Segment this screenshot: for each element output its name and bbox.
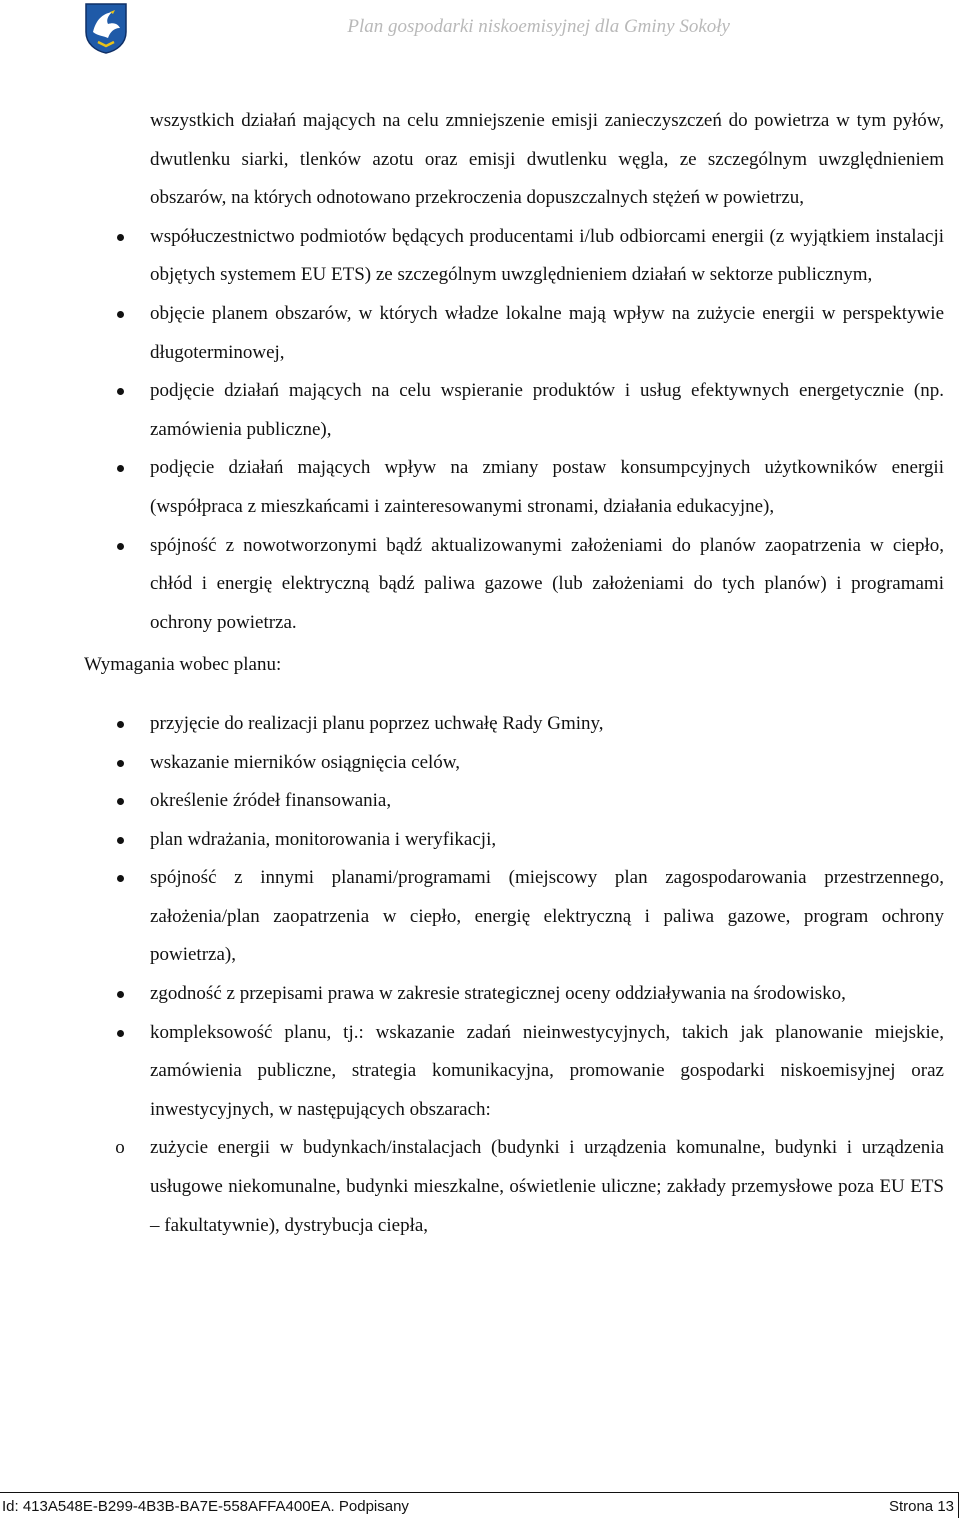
list-item-text: podjęcie działań mających na celu wspieranie produktów i usług efektywnych energetycznie (np. zamówienia publiczne), (150, 380, 944, 440)
bullet-dot-icon (114, 859, 126, 898)
list-item-text: spójność z innymi planami/programami (miejscowy plan zagospodarowania przestrzennego, założenia/plan zaopatrzenia w ciepło, energię elektryczną i paliwa gazowe, program ochrony powietrza), (150, 867, 944, 966)
list-item-text: przyjęcie do realizacji planu poprzez uchwałę Rady Gminy, (150, 712, 604, 734)
list-item-text: podjęcie działań mających wpływ na zmiany postaw konsumpcyjnych użytkowników energii (współpraca z mieszkańcami i zainteresowanymi stronami, działania edukacyjne), (150, 457, 944, 517)
objectives-list (84, 218, 944, 643)
page-number: Strona 13 (888, 1498, 954, 1515)
bullet-dot-icon (114, 372, 126, 411)
bullet-dot-icon (114, 782, 126, 821)
list-item-text: plan wdrażania, monitorowania i weryfikacji, (150, 828, 497, 850)
bullet-dot-icon (114, 1014, 126, 1053)
requirements-heading: Wymagania wobec planu: (84, 654, 282, 676)
coat-of-arms-logo (84, 2, 128, 54)
list-item-text: wskazanie mierników osiągnięcia celów, (150, 751, 461, 773)
list-item (84, 1014, 944, 1130)
list-item (84, 705, 944, 744)
footer-border (958, 1492, 959, 1518)
sub-list-item (84, 1129, 944, 1245)
coat-of-arms-bird-icon (84, 2, 128, 54)
list-item (84, 449, 944, 526)
list-item (84, 372, 944, 449)
sub-bullet-marker: o (115, 1137, 125, 1159)
list-item (84, 295, 944, 372)
requirements-list (84, 705, 944, 1245)
bullet-dot-icon (114, 218, 126, 257)
list-item (84, 744, 944, 783)
list-item-text: określenie źródeł finansowania, (150, 790, 392, 812)
bullet-dot-icon (114, 821, 126, 860)
list-item (84, 782, 944, 821)
list-item (84, 527, 944, 643)
bullet-dot-icon (114, 527, 126, 566)
bullet-dot-icon (114, 295, 126, 334)
bullet-dot-icon (114, 975, 126, 1014)
list-item-text: spójność z nowotworzonymi bądź aktualizowanymi założeniami do planów zaopatrzenia w ciepło, chłód i energię elektryczną bądź paliwa gazowe (lub założeniami do tych planów) i programami ochrony powietrza. (150, 534, 944, 633)
intro-paragraph: wszystkich działań mających na celu zmniejszenie emisji zanieczyszczeń do powietrza w tym pyłów, dwutlenku siarki, tlenków azotu oraz emisji dwutlenku węgla, ze szczególnym uwzględnieniem obszarów, na których odnotowano przekroczenia dopuszczalnych stężeń w powietrzu, (150, 110, 944, 209)
list-item (84, 859, 944, 975)
bullet-dot-icon (114, 449, 126, 488)
list-item (84, 975, 944, 1014)
document-body (84, 102, 944, 1245)
bullet-dot-icon (114, 744, 126, 783)
list-item-text: kompleksowość planu, tj.: wskazanie zadań nieinwestycyjnych, takich jak planowanie miejskie, zamówienia publiczne, strategia komunikacyjna, promowanie gospodarki niskoemisyjnej oraz inwestycyjnych, w następujących obszarach: (150, 1021, 944, 1120)
list-item-text: zgodność z przepisami prawa w zakresie strategicznej oceny oddziaływania na środowisko, (150, 983, 846, 1005)
footer-divider (0, 1492, 958, 1493)
list-item-text: objęcie planem obszarów, w których władze lokalne mają wpływ na zużycie energii w perspektywie długoterminowej, (150, 302, 944, 363)
list-item-text: zużycie energii w budynkach/instalacjach (budynki i urządzenia komunalne, budynki i urządzenia usługowe niekomunalne, budynki mieszkalne, oświetlenie uliczne; zakłady przemysłowe poza EU ETS – fakultatywnie), dystrybucja ciepła, (150, 1137, 944, 1236)
list-item (84, 218, 944, 295)
document-id-signature: Id: 413A548E-B299-4B3B-BA7E-558AFFA400EA. Podpisany (2, 1498, 409, 1515)
bullet-dot-icon (114, 705, 126, 744)
list-item-text: współuczestnictwo podmiotów będących producentami i/lub odbiorcami energii (z wyjątkiem instalacji objętych systemem EU ETS) ze szczególnym uwzględnieniem działań w sektorze publicznym, (150, 225, 944, 286)
list-item (84, 821, 944, 860)
page-header-title: Plan gospodarki niskoemisyjnej dla Gminy Sokoły (347, 16, 730, 37)
